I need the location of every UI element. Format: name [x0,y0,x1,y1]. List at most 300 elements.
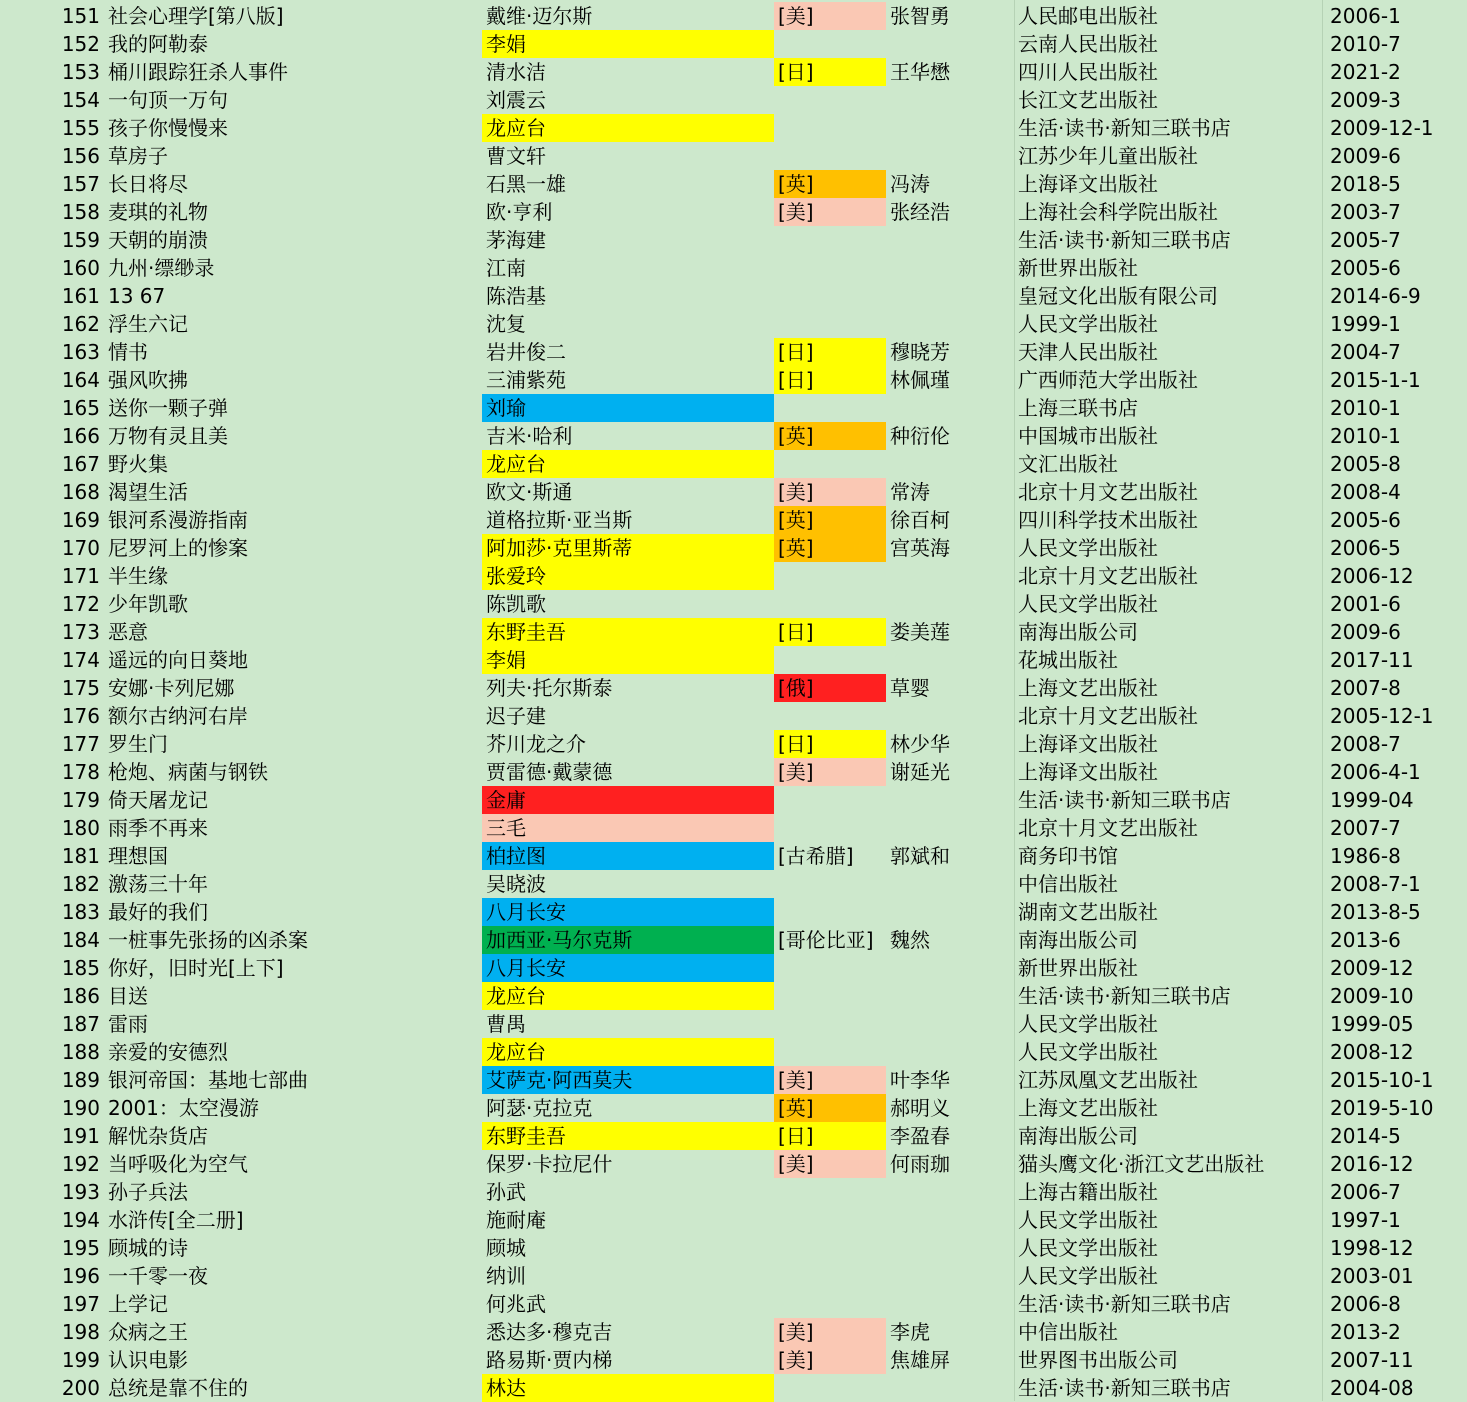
nationality-cell[interactable] [774,1262,886,1290]
author-cell[interactable]: 贾雷德·戴蒙德 [486,760,613,784]
book-title-cell[interactable]: 半生缘 [108,564,168,588]
book-title-cell[interactable]: 尼罗河上的惨案 [108,536,248,560]
publisher-cell[interactable]: 世界图书出版公司 [1018,1348,1178,1372]
nationality-cell[interactable]: [英] [774,534,886,562]
publisher-cell[interactable]: 上海文艺出版社 [1018,676,1158,700]
book-title-cell[interactable]: 长日将尽 [108,172,188,196]
publish-date-cell[interactable]: 1986-8 [1330,844,1401,868]
publish-date-cell[interactable]: 2009-3 [1330,88,1401,112]
author-cell[interactable]: 李娟 [482,646,774,674]
publish-date-cell[interactable]: 2007-11 [1330,1348,1414,1372]
row-number-cell[interactable]: 196 [61,1264,100,1288]
publisher-cell[interactable]: 花城出版社 [1018,648,1118,672]
author-cell[interactable]: 纳训 [486,1264,526,1288]
translator-cell[interactable] [886,870,1014,898]
row-number-cell[interactable]: 195 [61,1236,100,1260]
row-number-cell[interactable]: 200 [61,1376,100,1400]
publisher-cell[interactable]: 上海文艺出版社 [1018,1096,1158,1120]
book-title-cell[interactable]: 九州·缥缈录 [108,256,215,280]
book-title-cell[interactable]: 认识电影 [108,1348,188,1372]
publish-date-cell[interactable]: 2006-7 [1330,1180,1401,1204]
publisher-cell[interactable]: 上海译文出版社 [1018,172,1158,196]
publish-date-cell[interactable]: 1999-05 [1330,1012,1414,1036]
row-number-cell[interactable]: 158 [61,200,100,224]
publisher-cell[interactable]: 北京十月文艺出版社 [1018,564,1198,588]
author-cell[interactable]: 龙应台 [482,982,774,1010]
author-cell[interactable]: 施耐庵 [486,1208,546,1232]
row-number-cell[interactable]: 177 [61,732,100,756]
translator-cell[interactable]: 常涛 [890,480,930,504]
nationality-cell[interactable] [774,394,886,422]
publish-date-cell[interactable]: 2013-6 [1330,928,1401,952]
translator-cell[interactable] [886,982,1014,1010]
row-number-cell[interactable]: 164 [61,368,100,392]
nationality-cell[interactable] [774,898,886,926]
row-number-cell[interactable]: 182 [61,872,100,896]
author-cell[interactable]: 悉达多·穆克吉 [486,1320,613,1344]
book-title-cell[interactable]: 浮生六记 [108,312,188,336]
publisher-cell[interactable]: 广西师范大学出版社 [1018,368,1198,392]
publisher-cell[interactable]: 商务印书馆 [1018,844,1118,868]
translator-cell[interactable]: 林佩瑾 [890,368,950,392]
nationality-cell[interactable]: [美] [774,1150,886,1178]
publish-date-cell[interactable]: 2013-2 [1330,1320,1401,1344]
nationality-cell[interactable] [774,1374,886,1402]
publish-date-cell[interactable]: 2018-5 [1330,172,1401,196]
book-title-cell[interactable]: 一千零一夜 [108,1264,208,1288]
author-cell[interactable]: 三毛 [482,814,774,842]
author-cell[interactable]: 江南 [486,256,526,280]
nationality-cell[interactable]: [俄] [774,674,886,702]
row-number-cell[interactable]: 188 [61,1040,100,1064]
author-cell[interactable]: 茅海建 [486,228,546,252]
translator-cell[interactable]: 娄美莲 [890,620,950,644]
publisher-cell[interactable]: 生活·读书·新知三联书店 [1018,228,1231,252]
book-title-cell[interactable]: 你好，旧时光[上下] [108,956,284,980]
nationality-cell[interactable] [774,254,886,282]
publisher-cell[interactable]: 南海出版公司 [1018,928,1138,952]
book-title-cell[interactable]: 银河帝国：基地七部曲 [108,1068,308,1092]
row-number-cell[interactable]: 166 [61,424,100,448]
translator-cell[interactable] [886,898,1014,926]
book-title-cell[interactable]: 遥远的向日葵地 [108,648,248,672]
publish-date-cell[interactable]: 1997-1 [1330,1208,1401,1232]
row-number-cell[interactable]: 169 [61,508,100,532]
publisher-cell[interactable]: 猫头鹰文化·浙江文艺出版社 [1018,1152,1265,1176]
row-number-cell[interactable]: 189 [61,1068,100,1092]
translator-cell[interactable] [886,310,1014,338]
book-title-cell[interactable]: 亲爱的安德烈 [108,1040,228,1064]
author-cell[interactable]: 陈凯歌 [486,592,546,616]
row-number-cell[interactable]: 161 [61,284,100,308]
row-number-cell[interactable]: 160 [61,256,100,280]
book-title-cell[interactable]: 草房子 [108,144,168,168]
nationality-cell[interactable] [774,142,886,170]
publish-date-cell[interactable]: 2008-7-1 [1330,872,1421,896]
translator-cell[interactable] [886,1010,1014,1038]
nationality-cell[interactable] [774,86,886,114]
nationality-cell[interactable] [774,1038,886,1066]
translator-cell[interactable] [886,954,1014,982]
translator-cell[interactable] [886,226,1014,254]
nationality-cell[interactable]: [日] [774,58,886,86]
author-cell[interactable]: 柏拉图 [482,842,774,870]
author-cell[interactable]: 八月长安 [482,954,774,982]
row-number-cell[interactable]: 197 [61,1292,100,1316]
row-number-cell[interactable]: 192 [61,1152,100,1176]
publish-date-cell[interactable]: 2001-6 [1330,592,1401,616]
row-number-cell[interactable]: 163 [61,340,100,364]
book-title-cell[interactable]: 当呼吸化为空气 [108,1152,248,1176]
nationality-cell[interactable]: [美] [774,758,886,786]
book-title-cell[interactable]: 解忧杂货店 [108,1124,208,1148]
row-number-cell[interactable]: 184 [61,928,100,952]
author-cell[interactable]: 何兆武 [486,1292,546,1316]
row-number-cell[interactable]: 153 [61,60,100,84]
book-title-cell[interactable]: 桶川跟踪狂杀人事件 [108,60,288,84]
publisher-cell[interactable]: 江苏凤凰文艺出版社 [1018,1068,1198,1092]
author-cell[interactable]: 曹文轩 [486,144,546,168]
nationality-cell[interactable] [774,814,886,842]
publisher-cell[interactable]: 上海译文出版社 [1018,760,1158,784]
publisher-cell[interactable]: 生活·读书·新知三联书店 [1018,1376,1231,1400]
nationality-cell[interactable]: [美] [774,2,886,30]
publish-date-cell[interactable]: 2008-4 [1330,480,1401,504]
book-title-cell[interactable]: 激荡三十年 [108,872,208,896]
row-number-cell[interactable]: 187 [61,1012,100,1036]
book-title-cell[interactable]: 恶意 [108,620,148,644]
nationality-cell[interactable]: [英] [774,422,886,450]
author-cell[interactable]: 李娟 [482,30,774,58]
translator-cell[interactable] [886,1262,1014,1290]
translator-cell[interactable] [886,590,1014,618]
book-title-cell[interactable]: 送你一颗子弹 [108,396,228,420]
row-number-cell[interactable]: 191 [61,1124,100,1148]
translator-cell[interactable] [886,282,1014,310]
publish-date-cell[interactable]: 2009-12-1 [1330,116,1434,140]
publish-date-cell[interactable]: 2007-7 [1330,816,1401,840]
author-cell[interactable]: 阿瑟·克拉克 [486,1096,593,1120]
translator-cell[interactable]: 焦雄屏 [890,1348,950,1372]
author-cell[interactable]: 戴维·迈尔斯 [486,4,593,28]
book-title-cell[interactable]: 孩子你慢慢来 [108,116,228,140]
nationality-cell[interactable]: [日] [774,366,886,394]
book-title-cell[interactable]: 一桩事先张扬的凶杀案 [108,928,308,952]
book-title-cell[interactable]: 最好的我们 [108,900,208,924]
publisher-cell[interactable]: 人民邮电出版社 [1018,4,1158,28]
publisher-cell[interactable]: 湖南文艺出版社 [1018,900,1158,924]
book-title-cell[interactable]: 万物有灵且美 [108,424,228,448]
author-cell[interactable]: 芥川龙之介 [486,732,586,756]
row-number-cell[interactable]: 172 [61,592,100,616]
publisher-cell[interactable]: 北京十月文艺出版社 [1018,816,1198,840]
publish-date-cell[interactable]: 2009-6 [1330,144,1401,168]
publish-date-cell[interactable]: 2006-1 [1330,4,1401,28]
publish-date-cell[interactable]: 2010-7 [1330,32,1401,56]
book-title-cell[interactable]: 安娜·卡列尼娜 [108,676,235,700]
author-cell[interactable]: 保罗·卡拉尼什 [486,1152,613,1176]
row-number-cell[interactable]: 180 [61,816,100,840]
book-title-cell[interactable]: 水浒传[全二册] [108,1208,244,1232]
publisher-cell[interactable]: 天津人民出版社 [1018,340,1158,364]
publisher-cell[interactable]: 生活·读书·新知三联书店 [1018,116,1231,140]
author-cell[interactable]: 陈浩基 [486,284,546,308]
translator-cell[interactable] [886,86,1014,114]
publisher-cell[interactable]: 四川人民出版社 [1018,60,1158,84]
book-title-cell[interactable]: 麦琪的礼物 [108,200,208,224]
nationality-cell[interactable] [774,786,886,814]
row-number-cell[interactable]: 190 [61,1096,100,1120]
author-cell[interactable]: 龙应台 [482,114,774,142]
publish-date-cell[interactable]: 2004-08 [1330,1376,1414,1400]
book-title-cell[interactable]: 雨季不再来 [108,816,208,840]
translator-cell[interactable] [886,1374,1014,1402]
row-number-cell[interactable]: 175 [61,676,100,700]
publisher-cell[interactable]: 北京十月文艺出版社 [1018,480,1198,504]
nationality-cell[interactable]: [英] [774,170,886,198]
nationality-cell[interactable]: [美] [774,478,886,506]
nationality-cell[interactable]: [英] [774,1094,886,1122]
publisher-cell[interactable]: 人民文学出版社 [1018,1264,1158,1288]
nationality-cell[interactable]: [日] [774,618,886,646]
translator-cell[interactable]: 冯涛 [890,172,930,196]
row-number-cell[interactable]: 183 [61,900,100,924]
row-number-cell[interactable]: 152 [61,32,100,56]
translator-cell[interactable] [886,1234,1014,1262]
row-number-cell[interactable]: 179 [61,788,100,812]
publish-date-cell[interactable]: 1998-12 [1330,1236,1414,1260]
book-title-cell[interactable]: 一句顶一万句 [108,88,228,112]
nationality-cell[interactable] [774,702,886,730]
publisher-cell[interactable]: 中信出版社 [1018,1320,1118,1344]
publisher-cell[interactable]: 上海古籍出版社 [1018,1180,1158,1204]
publish-date-cell[interactable]: 2019-5-10 [1330,1096,1434,1120]
book-title-cell[interactable]: 强风吹拂 [108,368,188,392]
nationality-cell[interactable] [774,1290,886,1318]
nationality-cell[interactable] [774,1234,886,1262]
translator-cell[interactable]: 郭斌和 [890,844,950,868]
publish-date-cell[interactable]: 2005-6 [1330,256,1401,280]
book-title-cell[interactable]: 众病之王 [108,1320,188,1344]
book-title-cell[interactable]: 上学记 [108,1292,168,1316]
nationality-cell[interactable]: [古希腊] [778,844,854,868]
author-cell[interactable]: 欧·亨利 [486,200,553,224]
nationality-cell[interactable] [774,310,886,338]
nationality-cell[interactable] [774,954,886,982]
publisher-cell[interactable]: 上海三联书店 [1018,396,1138,420]
translator-cell[interactable]: 李虎 [890,1320,930,1344]
book-title-cell[interactable]: 我的阿勒泰 [108,32,208,56]
nationality-cell[interactable] [774,114,886,142]
publisher-cell[interactable]: 云南人民出版社 [1018,32,1158,56]
translator-cell[interactable]: 草婴 [890,676,930,700]
publish-date-cell[interactable]: 2010-1 [1330,396,1401,420]
publish-date-cell[interactable]: 2004-7 [1330,340,1401,364]
publisher-cell[interactable]: 长江文艺出版社 [1018,88,1158,112]
row-number-cell[interactable]: 170 [61,536,100,560]
nationality-cell[interactable] [774,226,886,254]
nationality-cell[interactable] [774,1178,886,1206]
translator-cell[interactable] [886,814,1014,842]
translator-cell[interactable]: 王华懋 [890,60,950,84]
author-cell[interactable]: 列夫·托尔斯泰 [486,676,613,700]
author-cell[interactable]: 龙应台 [482,1038,774,1066]
row-number-cell[interactable]: 173 [61,620,100,644]
translator-cell[interactable] [886,562,1014,590]
publish-date-cell[interactable]: 2005-7 [1330,228,1401,252]
author-cell[interactable]: 加西亚·马尔克斯 [482,926,774,954]
author-cell[interactable]: 八月长安 [482,898,774,926]
publisher-cell[interactable]: 人民文学出版社 [1018,592,1158,616]
author-cell[interactable]: 吴晓波 [486,872,546,896]
publish-date-cell[interactable]: 2003-7 [1330,200,1401,224]
translator-cell[interactable]: 叶李华 [890,1068,950,1092]
nationality-cell[interactable]: [日] [774,730,886,758]
book-title-cell[interactable]: 倚天屠龙记 [108,788,208,812]
row-number-cell[interactable]: 171 [61,564,100,588]
translator-cell[interactable]: 张智勇 [890,4,950,28]
row-number-cell[interactable]: 157 [61,172,100,196]
translator-cell[interactable]: 何雨珈 [890,1152,950,1176]
row-number-cell[interactable]: 155 [61,116,100,140]
publish-date-cell[interactable]: 1999-04 [1330,788,1414,812]
publish-date-cell[interactable]: 2009-6 [1330,620,1401,644]
book-title-cell[interactable]: 情书 [108,340,148,364]
book-title-cell[interactable]: 社会心理学[第八版] [108,4,284,28]
publish-date-cell[interactable]: 1999-1 [1330,312,1401,336]
author-cell[interactable]: 欧文·斯通 [486,480,573,504]
publish-date-cell[interactable]: 2013-8-5 [1330,900,1421,924]
row-number-cell[interactable]: 159 [61,228,100,252]
translator-cell[interactable]: 种衍伦 [890,424,950,448]
author-cell[interactable]: 金庸 [482,786,774,814]
translator-cell[interactable]: 张经浩 [890,200,950,224]
author-cell[interactable]: 道格拉斯·亚当斯 [486,508,633,532]
row-number-cell[interactable]: 178 [61,760,100,784]
translator-cell[interactable] [886,1290,1014,1318]
row-number-cell[interactable]: 162 [61,312,100,336]
translator-cell[interactable] [886,786,1014,814]
row-number-cell[interactable]: 167 [61,452,100,476]
nationality-cell[interactable] [774,646,886,674]
book-title-cell[interactable]: 顾城的诗 [108,1236,188,1260]
publish-date-cell[interactable]: 2005-8 [1330,452,1401,476]
publisher-cell[interactable]: 人民文学出版社 [1018,1040,1158,1064]
publisher-cell[interactable]: 人民文学出版社 [1018,1236,1158,1260]
row-number-cell[interactable]: 174 [61,648,100,672]
row-number-cell[interactable]: 156 [61,144,100,168]
publisher-cell[interactable]: 新世界出版社 [1018,256,1138,280]
translator-cell[interactable]: 宫英海 [890,536,950,560]
nationality-cell[interactable]: [美] [774,1346,886,1374]
translator-cell[interactable] [886,1038,1014,1066]
row-number-cell[interactable]: 186 [61,984,100,1008]
translator-cell[interactable] [886,1178,1014,1206]
book-title-cell[interactable]: 枪炮、病菌与钢铁 [108,760,268,784]
nationality-cell[interactable]: [美] [774,1066,886,1094]
book-title-cell[interactable]: 渴望生活 [108,480,188,504]
publish-date-cell[interactable]: 2008-12 [1330,1040,1414,1064]
author-cell[interactable]: 迟子建 [486,704,546,728]
nationality-cell[interactable]: [哥伦比亚] [778,928,874,952]
nationality-cell[interactable]: [英] [774,506,886,534]
author-cell[interactable]: 刘震云 [486,88,546,112]
publish-date-cell[interactable]: 2009-10 [1330,984,1414,1008]
publisher-cell[interactable]: 生活·读书·新知三联书店 [1018,984,1231,1008]
publish-date-cell[interactable]: 2006-12 [1330,564,1414,588]
publish-date-cell[interactable]: 2006-5 [1330,536,1401,560]
publish-date-cell[interactable]: 2015-1-1 [1330,368,1421,392]
translator-cell[interactable] [886,142,1014,170]
publisher-cell[interactable]: 生活·读书·新知三联书店 [1018,1292,1231,1316]
author-cell[interactable]: 石黑一雄 [486,172,566,196]
translator-cell[interactable] [886,646,1014,674]
publisher-cell[interactable]: 人民文学出版社 [1018,1012,1158,1036]
publisher-cell[interactable]: 南海出版公司 [1018,620,1138,644]
nationality-cell[interactable] [774,450,886,478]
publisher-cell[interactable]: 上海社会科学院出版社 [1018,200,1218,224]
row-number-cell[interactable]: 151 [61,4,100,28]
publish-date-cell[interactable]: 2021-2 [1330,60,1401,84]
nationality-cell[interactable] [774,1206,886,1234]
publish-date-cell[interactable]: 2010-1 [1330,424,1401,448]
book-title-cell[interactable]: 孙子兵法 [108,1180,188,1204]
book-title-cell[interactable]: 天朝的崩溃 [108,228,208,252]
publisher-cell[interactable]: 北京十月文艺出版社 [1018,704,1198,728]
nationality-cell[interactable]: [美] [774,1318,886,1346]
publisher-cell[interactable]: 南海出版公司 [1018,1124,1138,1148]
author-cell[interactable]: 沈复 [486,312,526,336]
nationality-cell[interactable] [774,1010,886,1038]
author-cell[interactable]: 张爱玲 [482,562,774,590]
translator-cell[interactable]: 徐百柯 [890,508,950,532]
publisher-cell[interactable]: 新世界出版社 [1018,956,1138,980]
translator-cell[interactable]: 林少华 [890,732,950,756]
book-title-cell[interactable]: 总统是靠不住的 [108,1376,248,1400]
publisher-cell[interactable]: 文汇出版社 [1018,452,1118,476]
publish-date-cell[interactable]: 2017-11 [1330,648,1414,672]
author-cell[interactable]: 曹禺 [486,1012,526,1036]
row-number-cell[interactable]: 176 [61,704,100,728]
translator-cell[interactable] [886,702,1014,730]
publisher-cell[interactable]: 生活·读书·新知三联书店 [1018,788,1231,812]
book-title-cell[interactable]: 雷雨 [108,1012,148,1036]
translator-cell[interactable] [886,450,1014,478]
publish-date-cell[interactable]: 2014-5 [1330,1124,1401,1148]
row-number-cell[interactable]: 154 [61,88,100,112]
translator-cell[interactable] [886,254,1014,282]
publish-date-cell[interactable]: 2016-12 [1330,1152,1414,1176]
publish-date-cell[interactable]: 2008-7 [1330,732,1401,756]
book-title-cell[interactable]: 野火集 [108,452,168,476]
publish-date-cell[interactable]: 2007-8 [1330,676,1401,700]
author-cell[interactable]: 孙武 [486,1180,526,1204]
translator-cell[interactable]: 谢延光 [890,760,950,784]
book-title-cell[interactable]: 2001：太空漫游 [108,1096,259,1120]
book-title-cell[interactable]: 理想国 [108,844,168,868]
nationality-cell[interactable] [774,870,886,898]
author-cell[interactable]: 岩井俊二 [486,340,566,364]
publish-date-cell[interactable]: 2006-8 [1330,1292,1401,1316]
row-number-cell[interactable]: 194 [61,1208,100,1232]
author-cell[interactable]: 清水洁 [486,60,546,84]
nationality-cell[interactable] [774,590,886,618]
publisher-cell[interactable]: 中国城市出版社 [1018,424,1158,448]
book-title-cell[interactable]: 少年凯歌 [108,592,188,616]
book-title-cell[interactable]: 银河系漫游指南 [108,508,248,532]
author-cell[interactable]: 路易斯·贾内梯 [486,1348,613,1372]
publisher-cell[interactable]: 上海译文出版社 [1018,732,1158,756]
